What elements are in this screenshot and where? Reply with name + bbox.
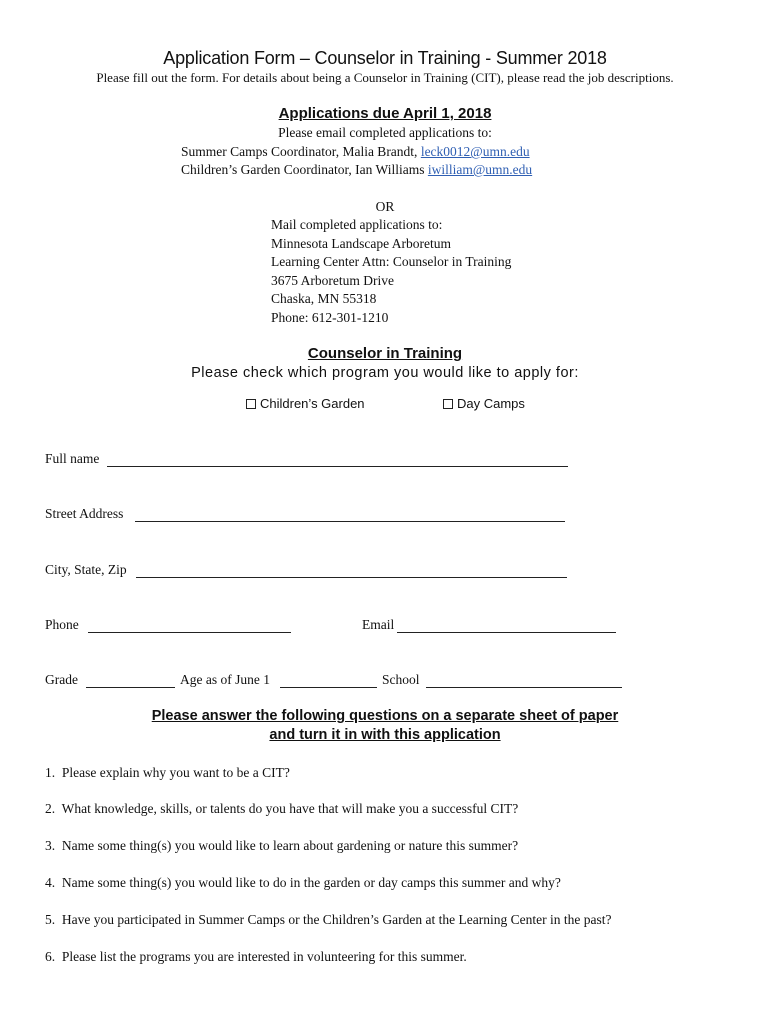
day-camps-label: Day Camps bbox=[457, 396, 525, 411]
mail-line: Chaska, MN 55318 bbox=[271, 291, 377, 306]
question-text: Have you participated in Summer Camps or the Children’s Garden at the Learning Center in the past? bbox=[61, 912, 612, 927]
questions-heading-line2: and turn it in with this application bbox=[269, 727, 501, 743]
question-text: Please explain why you want to be a CIT? bbox=[61, 765, 290, 780]
day-camps-checkbox[interactable] bbox=[443, 399, 453, 409]
grade-label: Grade bbox=[45, 672, 78, 687]
question-number: 4. bbox=[45, 875, 56, 890]
program-instruction: Please check which program you would like to apply for: bbox=[191, 365, 579, 381]
question-number: 6. bbox=[45, 949, 56, 964]
contact-garden-text: Children’s Garden Coordinator, Ian Williams bbox=[181, 162, 428, 177]
city-state-zip-label: City, State, Zip bbox=[45, 562, 127, 577]
question-text: What knowledge, skills, or talents do you have that will make you a successful CIT? bbox=[61, 801, 519, 816]
school-field[interactable] bbox=[426, 687, 622, 688]
question-item bbox=[45, 912, 611, 928]
program-heading: Counselor in Training bbox=[307, 345, 463, 362]
email-label: Email bbox=[362, 617, 395, 632]
option-day-camps[interactable] bbox=[443, 396, 525, 411]
childrens-garden-label: Children’s Garden bbox=[260, 396, 365, 411]
question-number: 2. bbox=[45, 801, 56, 816]
grade-field[interactable] bbox=[86, 687, 175, 688]
contact-garden bbox=[181, 161, 532, 180]
question-text: Name some thing(s) you would like to do in the garden or day camps this summer and why? bbox=[61, 875, 561, 890]
question-number: 1. bbox=[45, 765, 56, 780]
or-separator: OR bbox=[375, 199, 395, 214]
page-title: Application Form – Counselor in Training - Summer 2018 bbox=[163, 48, 607, 68]
contact-garden-email-link[interactable]: iwilliam@umn.edu bbox=[427, 162, 533, 177]
street-address-field[interactable] bbox=[135, 521, 565, 522]
question-item bbox=[45, 949, 467, 965]
question-text: Please list the programs you are interested in volunteering for this summer. bbox=[61, 949, 467, 964]
phone-field[interactable] bbox=[88, 632, 291, 633]
question-item bbox=[45, 875, 561, 891]
full-name-label: Full name bbox=[45, 451, 100, 466]
question-text: Name some thing(s) you would like to learn about gardening or nature this summer? bbox=[61, 838, 519, 853]
school-label: School bbox=[382, 672, 420, 687]
mail-line: Phone: 612-301-1210 bbox=[271, 309, 389, 325]
mail-line: Learning Center Attn: Counselor in Training bbox=[271, 254, 512, 269]
mail-address-block bbox=[271, 216, 511, 327]
phone-label: Phone bbox=[45, 617, 79, 632]
question-item bbox=[45, 838, 518, 854]
question-number: 3. bbox=[45, 838, 56, 853]
question-number: 5. bbox=[45, 912, 56, 927]
email-heading: Please email completed applications to: bbox=[278, 125, 492, 140]
age-field[interactable] bbox=[280, 687, 377, 688]
question-item bbox=[45, 801, 518, 817]
contact-camps bbox=[181, 143, 530, 162]
due-date: Applications due April 1, 2018 bbox=[278, 105, 492, 122]
email-field[interactable] bbox=[397, 632, 616, 633]
mail-line: 3675 Arboretum Drive bbox=[271, 272, 394, 288]
city-state-zip-field[interactable] bbox=[136, 577, 567, 578]
option-childrens-garden[interactable] bbox=[246, 396, 365, 411]
age-label: Age as of June 1 bbox=[180, 672, 270, 687]
street-address-label: Street Address bbox=[45, 506, 124, 521]
questions-heading-line1: Please answer the following questions on a separate sheet of paper bbox=[151, 708, 619, 724]
mail-line: Minnesota Landscape Arboretum bbox=[271, 235, 451, 251]
childrens-garden-checkbox[interactable] bbox=[246, 399, 256, 409]
full-name-field[interactable] bbox=[107, 466, 568, 467]
contact-camps-email-link[interactable]: leck0012@umn.edu bbox=[420, 144, 530, 159]
question-item bbox=[45, 765, 290, 781]
intro-text: Please fill out the form. For details about being a Counselor in Training (CIT), please read the job descriptions. bbox=[96, 70, 674, 85]
contact-camps-text: Summer Camps Coordinator, Malia Brandt, bbox=[181, 144, 421, 159]
mail-line: Mail completed applications to: bbox=[271, 217, 443, 232]
